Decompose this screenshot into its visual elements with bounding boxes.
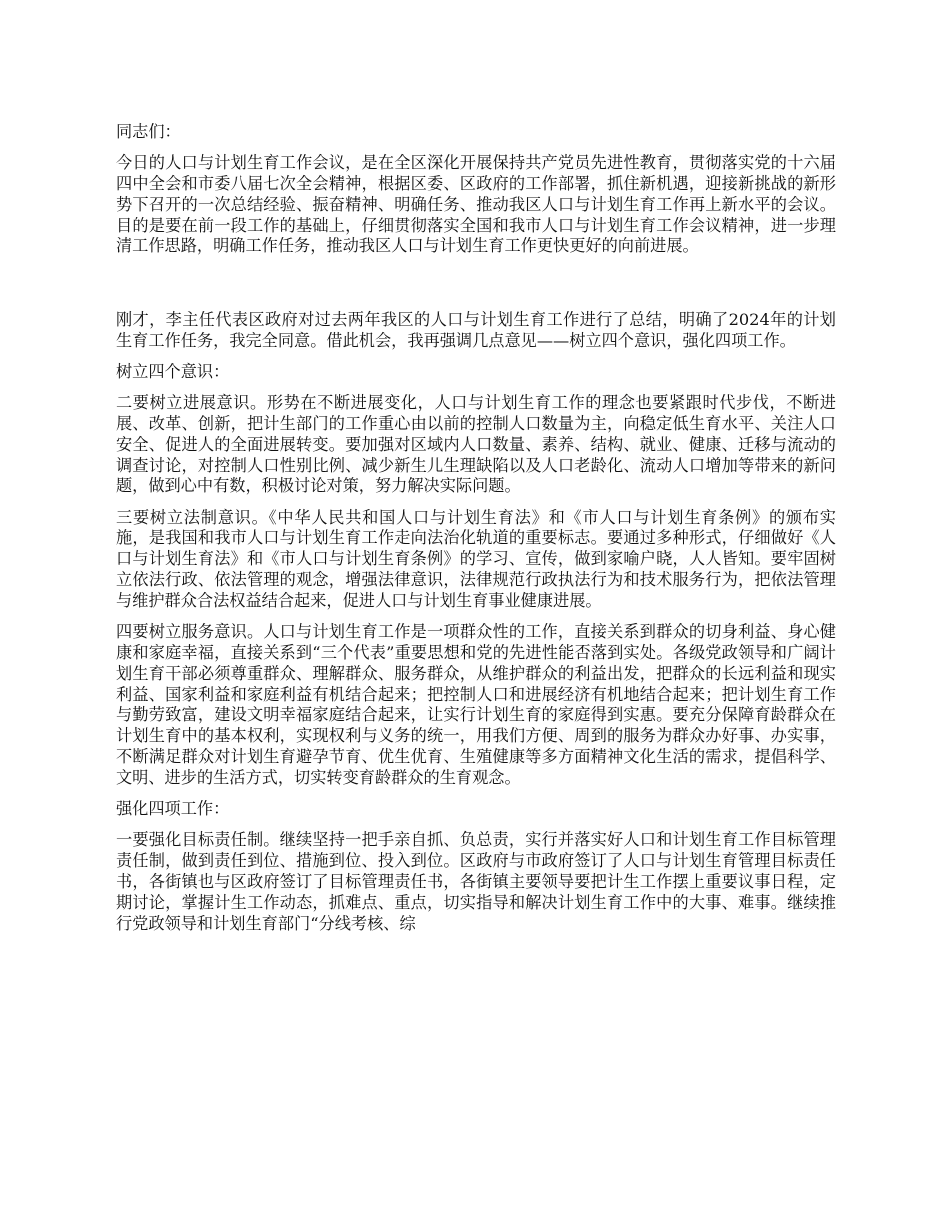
paragraph-gap bbox=[116, 268, 836, 310]
work-paragraph-1: 一要强化目标责任制。继续坚持一把手亲自抓、负总责，实行并落实好人口和计划生育工作目标管理责任制，做到责任到位、措施到位、投入到位。区政府与市政府签订了人口与计划生育管理目标责任书，各街镇也与区政府签订了目标管理责任书，各街镇主要领导要把计生工作摆上重要议事日程，定期讨论，掌握计生工作动态，抓难点、重点，切实指导和解决计划生育工作中的大事、难事。继续推行党政领导和计划生育部门“分线考核、综 bbox=[116, 830, 836, 933]
intro-paragraph: 刚才，李主任代表区政府对过去两年我区的人口与计划生育工作进行了总结，明确了2024年的计划生育工作任务，我完全同意。借此机会，我再强调几点意见——树立四个意识，强化四项工作。 bbox=[116, 309, 836, 350]
awareness-paragraph-4: 四要树立服务意识。人口与计划生育工作是一项群众性的工作，直接关系到群众的切身利益、身心健康和家庭幸福，直接关系到“三个代表”重要思想和党的先进性能否落到实处。各级党政领导和广阔计划生育干部必须尊重群众、理解群众、服务群众，从维护群众的利益出发，把群众的长远利益和现实利益、国家利益和家庭利益有机结合起来；把控制人口和进展经济有机地结合起来；把计划生育工作与勤劳致富，建设文明幸福家庭结合起来，让实行计划生育的家庭得到实惠。要充分保障育龄群众在计划生育中的基本权利，实现权利与义务的统一，用我们方便、周到的服务为群众办好事、办实事，不断满足群众对计划生育避孕节育、优生优育、生殖健康等多方面精神文化生活的需求，提倡科学、文明、进步的生活方式，切实转变育龄群众的生育观念。 bbox=[116, 622, 836, 787]
salutation: 同志们： bbox=[116, 122, 181, 141]
heading-four-awareness: 树立四个意识： bbox=[116, 361, 230, 381]
awareness-paragraph-3: 三要树立法制意识。《中华人民共和国人口与计划生育法》和《市人口与计划生育条例》的颁布实施，是我国和我市人口与计划生育工作走向法治化轨道的重要标志。要通过多种形式，仔细做好《人口与计划生育法》和《市人口与计划生育条例》的学习、宣传，做到家喻户晓，人人皆知。要牢固树立依法行政、依法管理的观念，增强法律意识，法律规范行政执法行为和技术服务行为，把依法管理与维护群众合法权益结合起来，促进人口与计划生育事业健康进展。 bbox=[116, 507, 836, 610]
awareness-paragraph-2: 二要树立进展意识。形势在不断进展变化，人口与计划生育工作的理念也要紧跟时代步伐，不断进展、改革、创新，把计生部门的工作重心由以前的控制人口数量为主，向稳定低生育水平、关注人口安全、促进人的全面进展转变。要加强对区域内人口数量、素养、结构、就业、健康、迁移与流动的调查讨论，对控制人口性别比例、减少新生儿生理缺陷以及人口老龄化、流动人口增加等带来的新问题，做到心中有数，积极讨论对策，努力解决实际问题。 bbox=[116, 393, 836, 496]
opening-paragraph: 今日的人口与计划生育工作会议，是在全区深化开展保持共产党员先进性教育，贯彻落实党的十六届四中全会和市委八届七次全会精神，根据区委、区政府的工作部署，抓住新机遇，迎接新挑战的新形势下召开的一次总结经验、振奋精神、明确任务、推动我区人口与计划生育工作再上新水平的会议。目的是要在前一段工作的基础上，仔细贯彻落实全国和我市人口与计划生育工作会议精神，进一步理清工作思路，明确工作任务，推动我区人口与计划生育工作更快更好的向前进展。 bbox=[116, 153, 836, 256]
heading-four-works: 强化四项工作： bbox=[116, 799, 230, 819]
document-body bbox=[116, 122, 836, 945]
